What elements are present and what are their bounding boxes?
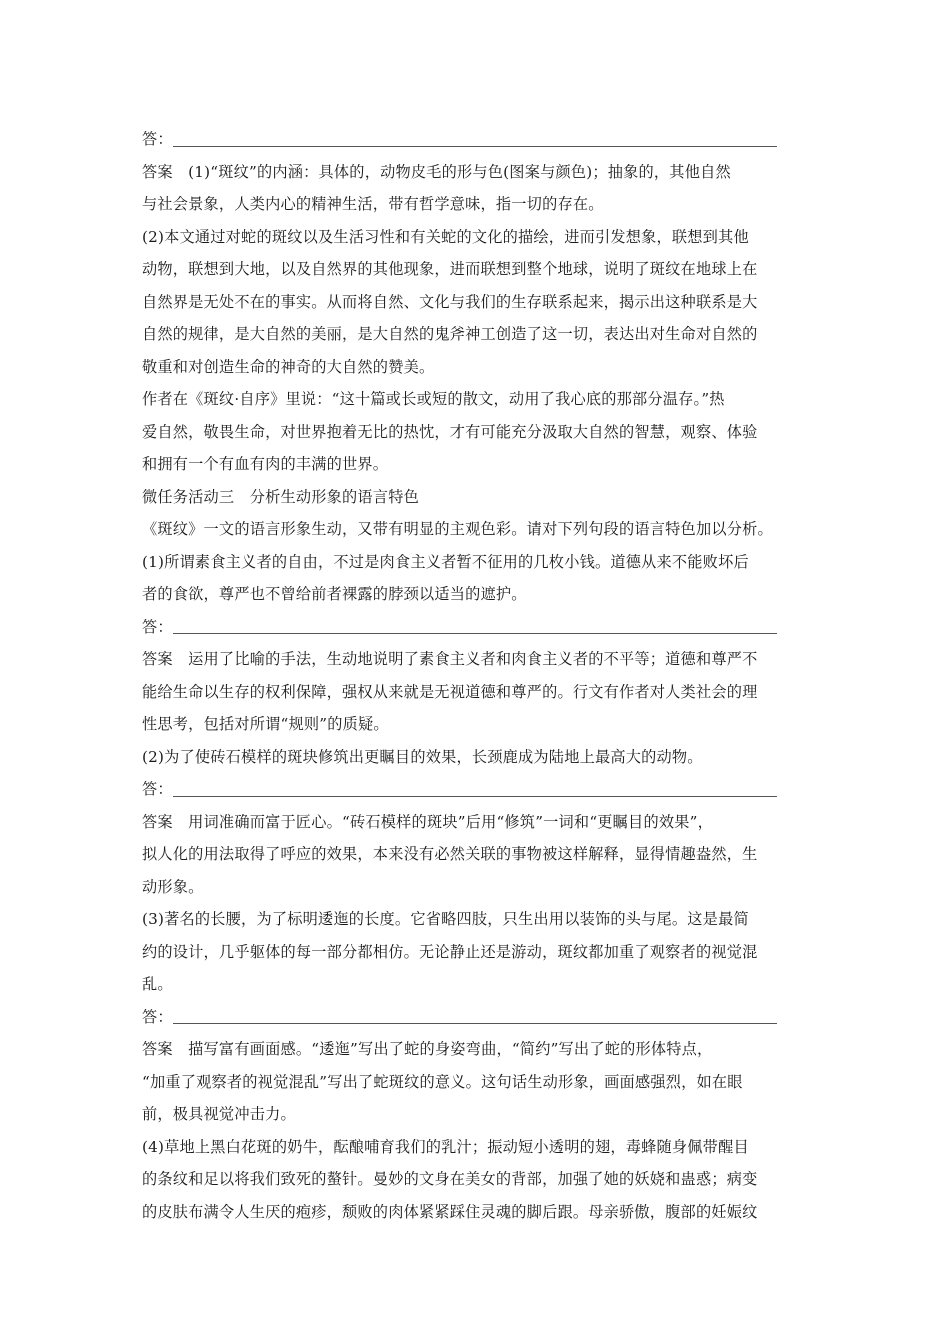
answer-label: 答： [142, 780, 173, 798]
text-line: 动形象。 [142, 877, 204, 896]
answer-label: 答： [142, 130, 173, 148]
answer-blank-line [142, 1001, 810, 1034]
text-line: 者的食欲，尊严也不曾给前者裸露的脖颈以适当的遮护。 [142, 585, 527, 603]
text-line: 拟人化的用法取得了呼应的效果，本来没有必然关联的事物被这样解释，显得情趣盎然，生 [142, 845, 758, 863]
answer-label: 答： [142, 617, 173, 636]
text-line: 自然的规律，是大自然的美丽，是大自然的鬼斧神工创造了这一切，表达出对生命对自然的 [142, 325, 758, 343]
text-line: (3)著名的长腰，为了标明逶迤的长度。它省略四肢，只生出用以装饰的头与尾。这是最简 [142, 910, 749, 928]
text-line: 自然界是无处不在的事实。从而将自然、文化与我们的生存联系起来，揭示出这种联系是大 [142, 292, 758, 311]
text-line: 的皮肤布满令人生厌的疱疹，颓败的肉体紧紧踩住灵魂的脚后跟。母亲骄傲，腹部的妊娠纹 [142, 1202, 758, 1221]
text-line: (2)本文通过对蛇的斑纹以及生活习性和有关蛇的文化的描绘，进而引发想象，联想到其他 [142, 227, 749, 246]
answer-blank-line [142, 123, 810, 156]
text-line: 答案 描写富有画面感。“逶迤”写出了蛇的身姿弯曲，“简约”写出了蛇的形体特点， [142, 1040, 713, 1058]
text-line: 能给生命以生存的权利保障，强权从来就是无视道德和尊严的。行文有作者对人类社会的理 [142, 682, 758, 701]
text-line: 微任务活动三 分析生动形象的语言特色 [142, 487, 419, 506]
text-line: 乱。 [142, 975, 173, 993]
text-line: 爱自然，敬畏生命，对世界抱着无比的热忱，才有可能充分汲取大自然的智慧，观察、体验 [142, 422, 758, 441]
answer-blank-line [142, 773, 810, 806]
text-line: 性思考，包括对所谓“规则”的质疑。 [142, 715, 389, 733]
text-line: 答案 用词准确而富于匠心。“砖石模样的斑块”后用“修筑”一词和“更瞩目的效果”， [142, 812, 713, 831]
answer-underline [173, 1023, 777, 1024]
text-line: 作者在《斑纹·自序》里说：“这十篇或长或短的散文，动用了我心底的那部分温存。”热 [142, 390, 725, 408]
text-line: 答案 (1)“斑纹”的内涵：具体的，动物皮毛的形与色(图案与颜色)；抽象的，其他自然 [142, 162, 731, 181]
text-line: 答案 运用了比喻的手法，生动地说明了素食主义者和肉食主义者的不平等；道德和尊严不 [142, 650, 758, 668]
text-line: “加重了观察者的视觉混乱”写出了蛇斑纹的意义。这句话生动形象，画面感强烈，如在眼 [142, 1072, 743, 1091]
answer-underline [173, 146, 777, 147]
text-line: (4)草地上黑白花斑的奶牛，酝酿哺育我们的乳汁；振动短小透明的翅，毒蜂随身佩带醒目 [142, 1137, 749, 1156]
answer-blank-line [142, 611, 810, 644]
text-line: 和拥有一个有血有肉的丰满的世界。 [142, 455, 389, 473]
text-line: 约的设计，几乎躯体的每一部分都相仿。无论静止还是游动，斑纹都加重了观察者的视觉混 [142, 942, 758, 961]
text-line: 《斑纹》一文的语言形象生动，又带有明显的主观色彩。请对下列句段的语言特色加以分析。 [142, 520, 773, 538]
text-line: 敬重和对创造生命的神奇的大自然的赞美。 [142, 357, 435, 376]
answer-underline [173, 796, 777, 797]
answer-underline [173, 633, 777, 634]
answer-label: 答： [142, 1007, 173, 1026]
text-line: 与社会景象，人类内心的精神生活，带有哲学意味，指一切的存在。 [142, 195, 604, 213]
text-line: 前，极具视觉冲击力。 [142, 1105, 296, 1123]
document-body [142, 123, 810, 1228]
text-line: (1)所谓素食主义者的自由，不过是肉食主义者暂不征用的几枚小钱。道德从来不能败坏后 [142, 552, 749, 571]
text-line: 的条纹和足以将我们致死的螯针。曼妙的文身在美女的背部，加强了她的妖娆和蛊惑；病变 [142, 1170, 758, 1188]
text-line: 动物，联想到大地，以及自然界的其他现象，进而联想到整个地球，说明了斑纹在地球上在 [142, 260, 758, 278]
text-line: (2)为了使砖石模样的斑块修筑出更瞩目的效果，长颈鹿成为陆地上最高大的动物。 [142, 747, 703, 766]
